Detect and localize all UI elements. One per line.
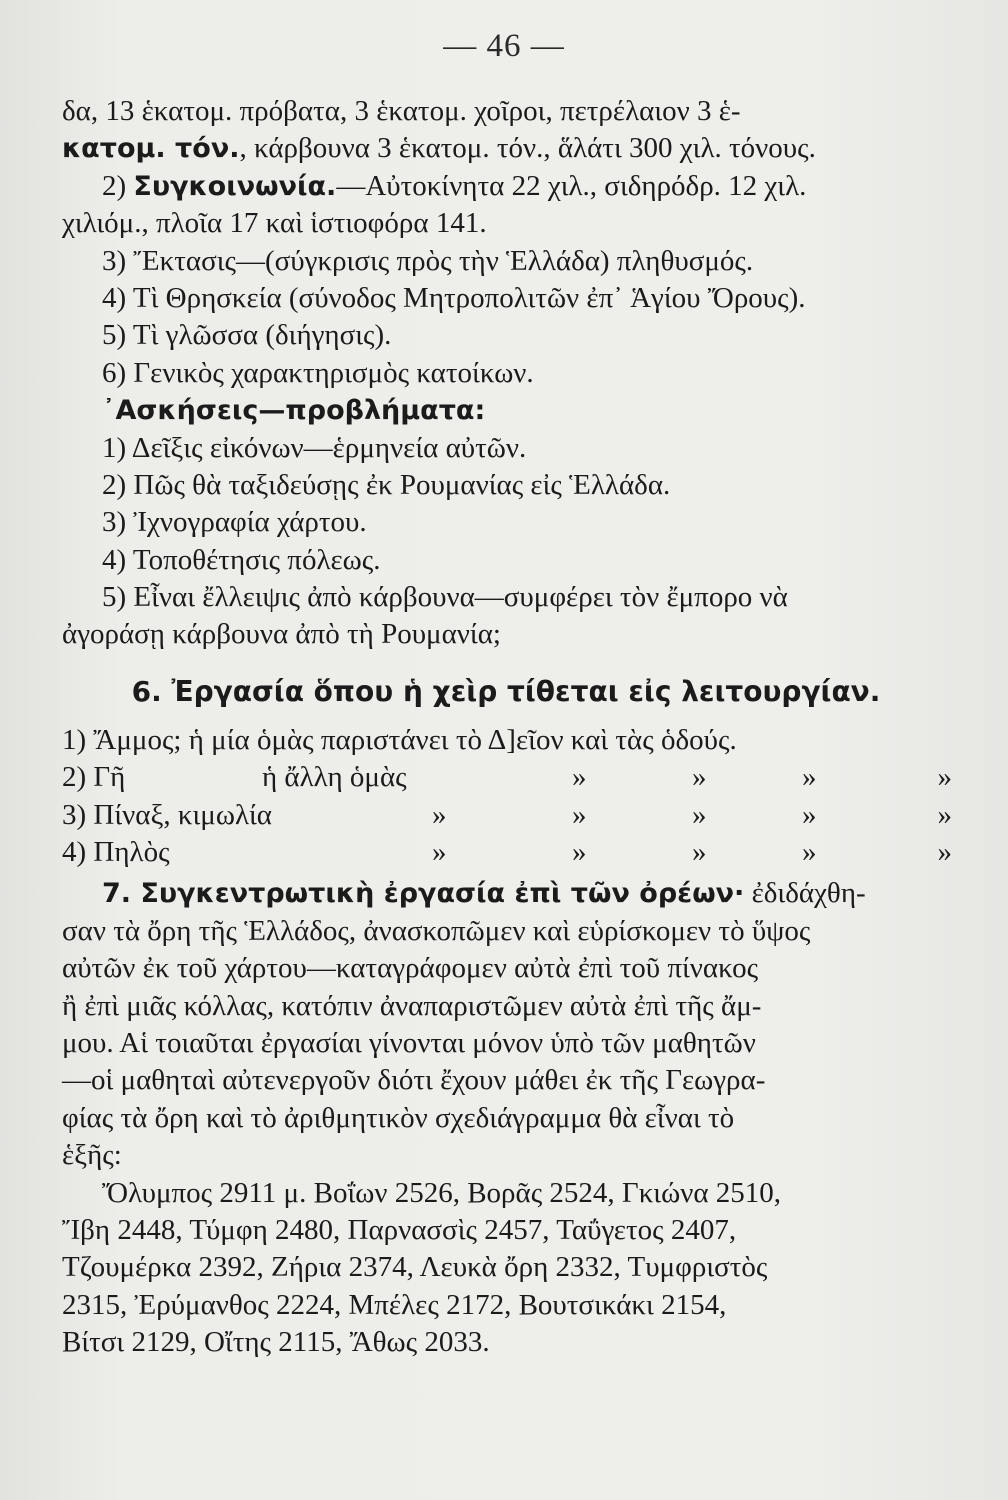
ditto-cell <box>262 797 432 834</box>
text-line: ἀγοράσῃ κάρβουνα ἀπὸ τὴ Ρουμανία; <box>62 618 501 651</box>
page-number: — 46 — <box>443 28 565 64</box>
text-line: μου. Αἱ τοιαῦται ἐργασίαι γίνονται μόνον ὑπὸ τῶν μαθητῶν <box>62 1026 756 1059</box>
text-line <box>62 130 950 167</box>
ditto-mark: » <box>937 798 952 831</box>
ditto-cell: 3) Πίναξ, κιμωλία <box>62 798 272 831</box>
ditto-cell <box>432 759 572 796</box>
ditto-mark: » <box>432 798 447 831</box>
text-line: αὐτῶν ἐκ τοῦ χάρτου—καταγράφομεν αὐτὰ ἐπὶ τοῦ πίνακος <box>62 952 759 985</box>
mountain-list-line: Τζουμέρκα 2392, Ζήρια 2374, Λευκὰ ὄρη 2332, Τυμφριστὸς <box>62 1251 768 1284</box>
text-span: ἐδιδάχθη- <box>744 877 866 910</box>
text-line: ἢ ἐπὶ μιᾶς κόλλας, κατόπιν ἀναπαριστῶμεν αὐτὰ ἐπὶ τῆς ἄμ- <box>62 989 762 1022</box>
ditto-row <box>62 797 950 834</box>
ditto-cell: 4) Πηλὸς <box>62 836 170 869</box>
text-line <box>62 205 950 242</box>
ditto-mark: » <box>692 761 707 794</box>
ditto-mark: » <box>572 836 587 869</box>
text-line: σαν τὰ ὄρη τῆς Ἑλλάδος, ἀνασκοπῶμεν καὶ εὑρίσκομεν τὸ ὕψος <box>62 914 811 947</box>
item-number: 2) <box>102 169 127 202</box>
text-line <box>62 93 950 130</box>
list-item: 5) Εἶναι ἔλλειψις ἀπὸ κάρβουνα—συμφέρει τὸν ἔμπορο νὰ <box>102 581 788 614</box>
section-7-heading: 7. Συγκεντρωτικὴ ἐργασία ἐπὶ τῶν ὀρέων· <box>102 878 745 910</box>
ditto-mark: » <box>432 836 447 869</box>
text-span: , κάρβουνα 3 ἑκατομ. τόν., ἅλάτι 300 χιλ. τόνους. <box>239 132 816 165</box>
ditto-mark: » <box>692 798 707 831</box>
ditto-mark: » <box>572 761 587 794</box>
list-item: 4) Τὶ Θρησκεία (σύνοδος Μητροπολιτῶν ἐπ᾽ Ἁγίου Ὄρους). <box>102 281 806 314</box>
ditto-mark: » <box>937 761 952 794</box>
mountain-list-line: Ὄλυμπος 2911 μ. Βοΐων 2526, Βορᾶς 2524, Γκιώνα 2510, <box>102 1176 782 1209</box>
ditto-row <box>62 759 950 796</box>
list-item: 3) Ἔκτασις—(σύγκρισις πρὸς τὴν Ἑλλάδα) πληθυσμός. <box>102 244 754 277</box>
text-line: φίας τὰ ὄρη καὶ τὸ ἀριθμητικὸν σχεδιάγραμμα θὰ εἶναι τὸ <box>62 1101 735 1134</box>
list-item <box>62 168 950 205</box>
bold-term: Συγκοινωνία. <box>133 170 337 202</box>
list-item: 3) Ἰχνογραφία χάρτου. <box>102 506 367 539</box>
ditto-mark: » <box>692 836 707 869</box>
bold-term: κατομ. τόν. <box>62 133 240 165</box>
list-item: 1) Ἄμμος; ἡ μία ὁμὰς παριστάνει τὸ Δ]εῖον καὶ τὰς ὁδούς. <box>62 723 737 756</box>
section-7-first-line <box>62 875 950 912</box>
ditto-cell <box>262 834 432 871</box>
ditto-mark: » <box>802 798 817 831</box>
text-span: χιλιόμ., πλοῖα 17 καὶ ἱστιοφόρα 141. <box>62 207 487 240</box>
text-span: δα, 13 ἑκατομ. πρόβατα, 3 ἑκατομ. χοῖροι, πετρέλαιον 3 ἑ- <box>62 95 741 127</box>
text-line: ἑξῆς: <box>62 1139 122 1172</box>
ditto-mark: » <box>937 836 952 869</box>
list-item: 1) Δεῖξις εἰκόνων—ἑρμηνεία αὐτῶν. <box>102 431 527 464</box>
exercises-heading: ᾿Ασκήσεις—προβλήματα: <box>102 395 486 427</box>
mountain-list-line: Ἴβη 2448, Τύμφη 2480, Παρνασσὶς 2457, Ταΰγετος 2407, <box>62 1213 737 1246</box>
mountain-list-line: 2315, Ἐρύμανθος 2224, Μπέλες 2172, Βουτσικάκι 2154, <box>62 1288 727 1321</box>
ditto-row <box>62 834 950 871</box>
list-item: 6) Γενικὸς χαρακτηρισμὸς κατοίκων. <box>102 356 534 389</box>
ditto-cell: 2) Γῆ <box>62 761 126 794</box>
list-item: 2) Πῶς θὰ ταξιδεύσῃς ἐκ Ρουμανίας εἰς Ἑλλάδα. <box>102 468 671 501</box>
page-body <box>62 93 950 1362</box>
mountain-list-line: Βίτσι 2129, Οἴτης 2115, Ἄθως 2033. <box>62 1326 490 1359</box>
text-span: —Αὐτοκίνητα 22 χιλ., σιδηρόδρ. 12 χιλ. <box>336 169 807 202</box>
text-line: —οἱ μαθηταὶ αὐτενεργοῦν διότι ἔχουν μάθει ἐκ τῆς Γεωγρα- <box>62 1064 766 1097</box>
ditto-cell: ἡ ἄλλη ὁμὰς <box>262 761 407 794</box>
list-item: 5) Τὶ γλῶσσα (διήγησις). <box>102 319 392 352</box>
list-item: 4) Τοποθέτησις πόλεως. <box>102 543 381 576</box>
ditto-mark: » <box>802 836 817 869</box>
section-6-heading: 6. Ἐργασία ὅπου ἡ χεὶρ τίθεται εἰς λειτουργίαν. <box>131 674 881 708</box>
ditto-mark: » <box>802 761 817 794</box>
ditto-mark: » <box>572 798 587 831</box>
